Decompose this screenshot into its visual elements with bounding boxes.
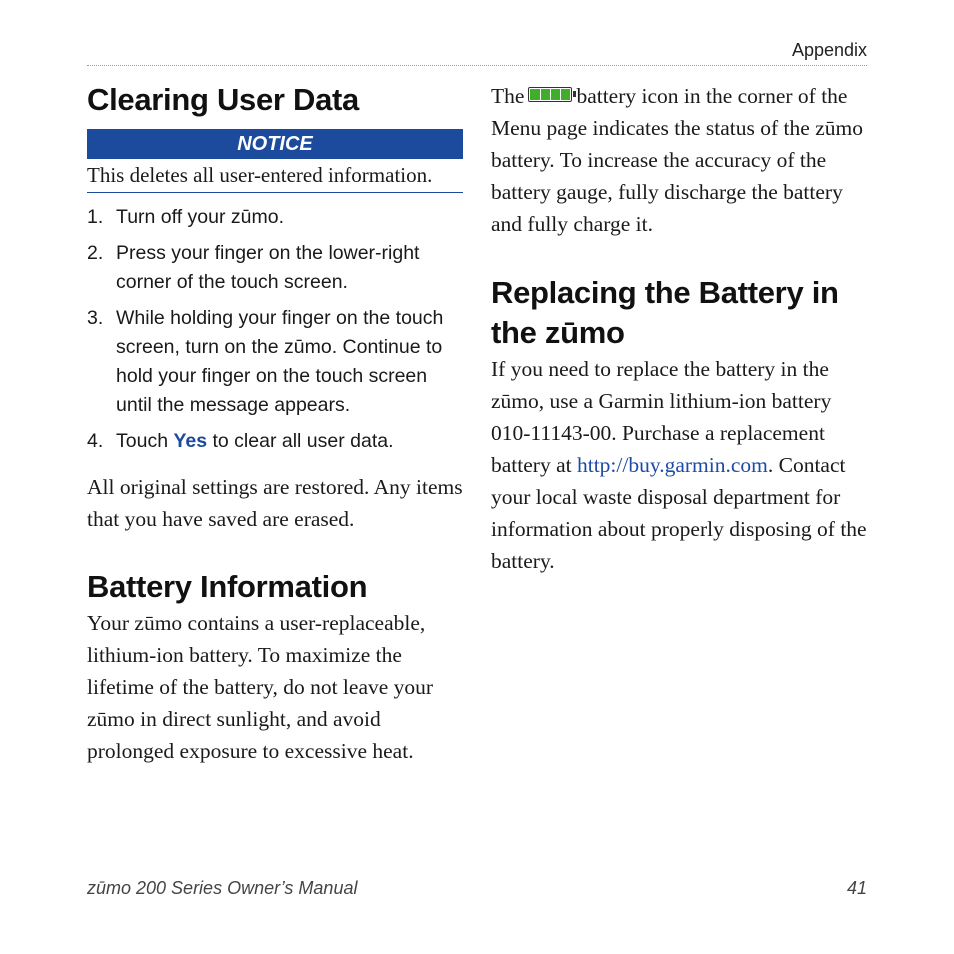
- notice-bar: NOTICE: [87, 129, 463, 159]
- step-number: 3.: [87, 307, 104, 329]
- step-number: 2.: [87, 242, 104, 264]
- step-number: 4.: [87, 430, 104, 452]
- list-item: [87, 239, 463, 297]
- page-number: 41: [846, 878, 867, 898]
- battery-fill: [530, 89, 570, 100]
- step-text: Turn off your zūmo.: [116, 206, 284, 228]
- step-number: 1.: [87, 206, 104, 228]
- settings-restored-text: All original settings are restored. Any items that you have saved are erased.: [87, 475, 463, 531]
- battery-icon: [528, 87, 572, 102]
- right-column: [491, 80, 867, 577]
- left-column: [87, 80, 463, 767]
- steps-list: [87, 203, 463, 456]
- list-item: [87, 304, 463, 420]
- yes-button-reference: Yes: [173, 430, 208, 452]
- battery-information-heading: Battery Information: [87, 569, 368, 604]
- battery-icon-paragraph: [491, 80, 867, 240]
- battery-information-text: Your zūmo contains a user-replaceable, lithium-ion battery. To maximize the lifetime of the battery, do not leave your zūmo in direct sunlight, and avoid prolonged exposure to excessive heat.: [87, 611, 434, 763]
- step-text: Press your finger on the lower-right corner of the touch screen.: [116, 242, 420, 293]
- battery-para-after: battery icon in the corner of the Menu page indicates the status of the zūmo battery. To increase the accuracy of the battery gauge, fully discharge the battery and fully charge it.: [491, 84, 863, 236]
- running-header: Appendix: [791, 40, 867, 60]
- list-item: [87, 427, 463, 456]
- replacing-text-after: . Contact your local waste disposal department for information about properly disposing of the battery.: [491, 453, 867, 573]
- garmin-store-link[interactable]: http://buy.garmin.com: [576, 453, 768, 477]
- header-rule: [87, 65, 867, 66]
- battery-para-before: The: [491, 84, 525, 108]
- battery-cap: [573, 91, 576, 97]
- list-item: [87, 203, 463, 232]
- step-text: While holding your finger on the touch screen, turn on the zūmo. Continue to hold your finger on the touch screen until the message appears.: [116, 307, 444, 416]
- replacing-text-before: If you need to replace the battery in the zūmo, use a Garmin lithium-ion battery 010-11143-00. Purchase a replacement battery at: [491, 357, 832, 477]
- replacing-battery-heading: Replacing the Battery in the zūmo: [491, 275, 839, 350]
- replacing-battery-text: [491, 353, 867, 577]
- notice-text: This deletes all user-entered information.: [87, 159, 463, 193]
- clearing-user-data-heading: Clearing User Data: [87, 82, 359, 117]
- footer-manual-title: zūmo 200 Series Owner’s Manual: [87, 878, 358, 898]
- step-text-before: Touch: [116, 430, 174, 452]
- step-text-after: to clear all user data.: [207, 430, 394, 452]
